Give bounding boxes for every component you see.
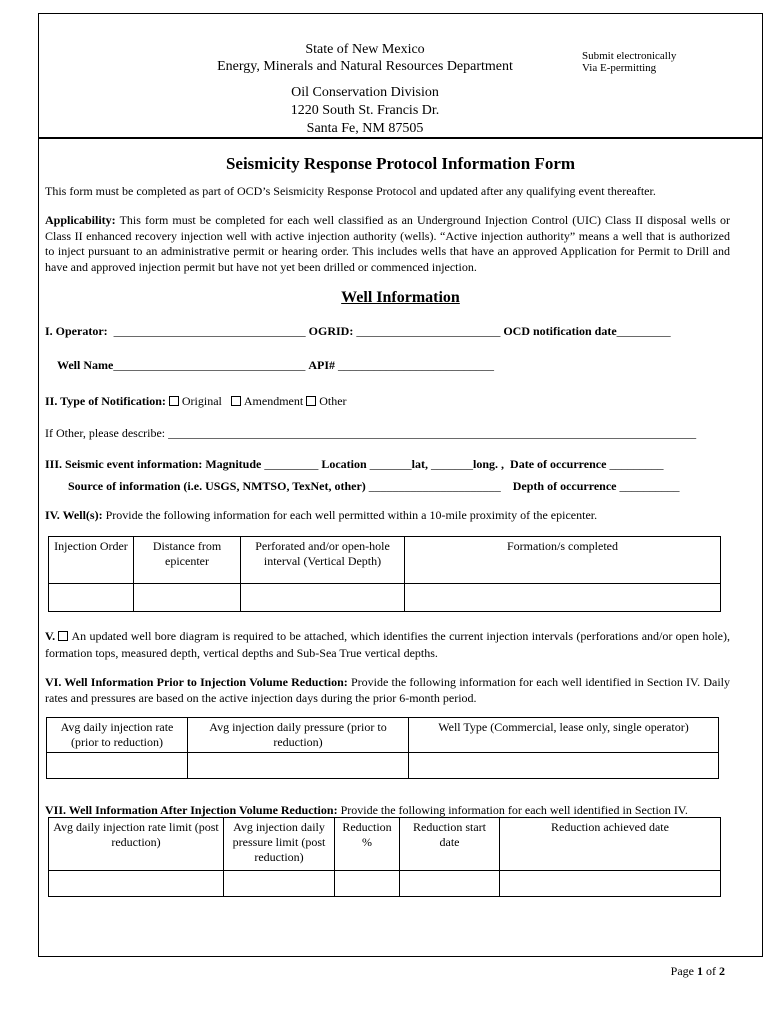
page-number bbox=[671, 964, 725, 979]
notification-line bbox=[45, 394, 347, 409]
wellbore-diagram-checkbox[interactable] bbox=[58, 631, 68, 641]
location-label: Location bbox=[321, 457, 367, 471]
if-other-field[interactable]: ________________________________________________________________________________________ bbox=[168, 426, 697, 440]
applicability-text: This form must be completed for each well classified as an Underground Injection Control (UIC) Class II disposal wells or Class II enhanced recovery injection well with active injection authority (wells). “Active injection authority” means a well that is authorized to inject pursuant to an administrative permit or hearing order. This includes wells that have an approved Application for Permit to Drill and have and approved injection permit but have not yet been drilled or commenced injection. bbox=[45, 213, 730, 274]
col-post-pressure: Avg injection daily pressure limit (post reduction) bbox=[224, 818, 335, 871]
form-title: Seismicity Response Protocol Information Form bbox=[225, 154, 576, 173]
seismic-line bbox=[45, 457, 663, 472]
api-field[interactable]: __________________________ bbox=[338, 358, 494, 372]
well-info-heading: Well Information bbox=[341, 289, 460, 306]
col-prior-pressure: Avg injection daily pressure (prior to reduction) bbox=[188, 718, 409, 753]
table-cell[interactable] bbox=[405, 584, 721, 612]
api-label: API# bbox=[308, 358, 335, 372]
section-v-label: V. bbox=[45, 629, 56, 643]
table-header-row bbox=[49, 818, 721, 871]
table-cell[interactable] bbox=[224, 871, 335, 897]
state-name: State of New Mexico bbox=[305, 42, 425, 57]
table-cell[interactable] bbox=[134, 584, 241, 612]
magnitude-label: III. Seismic event information: Magnitude bbox=[45, 457, 262, 471]
applicability-label: Applicability: bbox=[45, 213, 116, 227]
original-checkbox[interactable] bbox=[169, 396, 179, 406]
header-divider bbox=[38, 137, 763, 139]
depth-label: Depth of occurrence bbox=[512, 479, 617, 493]
col-reduction-pct: Reduction % bbox=[335, 818, 400, 871]
department-name: Energy, Minerals and Natural Resources Department bbox=[217, 59, 513, 74]
applicability-paragraph bbox=[45, 213, 730, 275]
table-header-row bbox=[47, 718, 719, 753]
table-row bbox=[49, 584, 721, 612]
well-name-line bbox=[57, 358, 494, 373]
well-name-label: Well Name bbox=[57, 358, 114, 372]
col-interval: Perforated and/or open-hole interval (Vertical Depth) bbox=[241, 537, 405, 584]
section-v-paragraph bbox=[45, 628, 730, 662]
table-cell[interactable] bbox=[49, 584, 134, 612]
magnitude-field[interactable]: _________ bbox=[264, 457, 319, 471]
intro-text: This form must be completed as part of OCD’s Seismicity Response Protocol and updated after any qualifying event thereafter. bbox=[45, 184, 656, 198]
page-label: Page bbox=[670, 964, 694, 978]
source-line bbox=[68, 479, 680, 494]
table-row bbox=[49, 871, 721, 897]
section-vi-label: VI. Well Information Prior to Injection Volume Reduction: bbox=[45, 675, 348, 689]
col-injection-order: Injection Order bbox=[49, 537, 134, 584]
col-well-type: Well Type (Commercial, lease only, single operator) bbox=[409, 718, 719, 753]
page-total: 2 bbox=[719, 964, 725, 978]
col-post-rate: Avg daily injection rate limit (post reduction) bbox=[49, 818, 224, 871]
date-field[interactable]: _________ bbox=[609, 457, 664, 471]
col-reduction-achieved: Reduction achieved date bbox=[500, 818, 721, 871]
table-cell[interactable] bbox=[47, 753, 188, 779]
table-header-row bbox=[49, 537, 721, 584]
section-vii-label: VII. Well Information After Injection Volume Reduction: bbox=[45, 803, 338, 817]
table-cell[interactable] bbox=[335, 871, 400, 897]
source-label: Source of information (i.e. USGS, NMTSO, TexNet, other) bbox=[68, 479, 366, 493]
long-label: long. , bbox=[473, 457, 505, 471]
section-vii-line bbox=[45, 803, 688, 818]
division-name: Oil Conservation Division bbox=[291, 85, 439, 100]
col-distance: Distance from epicenter bbox=[134, 537, 241, 584]
section-vi-text: Provide the following information for each well identified in Section IV. Daily rates and pressures are based on the active injection days during the prior 6-month period. bbox=[45, 675, 730, 705]
table-row bbox=[47, 753, 719, 779]
table-cell[interactable] bbox=[400, 871, 500, 897]
operator-line bbox=[45, 324, 671, 339]
operator-field[interactable]: ________________________________ bbox=[113, 324, 306, 338]
lat-field[interactable]: _______ bbox=[369, 457, 412, 471]
prior-reduction-table bbox=[46, 717, 719, 779]
table-cell[interactable] bbox=[409, 753, 719, 779]
wells-line bbox=[45, 508, 597, 523]
section-vi-paragraph bbox=[45, 674, 730, 706]
date-label: Date of occurrence bbox=[510, 457, 607, 471]
amendment-checkbox[interactable] bbox=[231, 396, 241, 406]
wells-label: IV. Well(s): bbox=[45, 508, 103, 522]
depth-field[interactable]: __________ bbox=[619, 479, 680, 493]
table-cell[interactable] bbox=[241, 584, 405, 612]
table-cell[interactable] bbox=[188, 753, 409, 779]
well-name-field[interactable]: ________________________________ bbox=[113, 358, 306, 372]
page-of: of bbox=[706, 964, 716, 978]
page-current: 1 bbox=[697, 964, 703, 978]
original-label: Original bbox=[181, 394, 222, 408]
ogrid-field[interactable]: ________________________ bbox=[356, 324, 501, 338]
if-other-label: If Other, please describe: bbox=[45, 426, 166, 440]
col-formation: Formation/s completed bbox=[405, 537, 721, 584]
col-prior-rate: Avg daily injection rate (prior to reduction) bbox=[47, 718, 188, 753]
other-checkbox[interactable] bbox=[306, 396, 316, 406]
ocd-date-label: OCD notification date bbox=[503, 324, 617, 338]
table-cell[interactable] bbox=[49, 871, 224, 897]
table-cell[interactable] bbox=[500, 871, 721, 897]
wells-text: Provide the following information for each well permitted within a 10-mile proximity of the epicenter. bbox=[105, 508, 598, 522]
division-address: 1220 South St. Francis Dr. bbox=[290, 103, 440, 118]
lat-label: lat, bbox=[411, 457, 429, 471]
notification-label: II. Type of Notification: bbox=[45, 394, 166, 408]
section-vii-text: Provide the following information for each well identified in Section IV. bbox=[340, 803, 688, 817]
division-city: Santa Fe, NM 87505 bbox=[306, 121, 424, 136]
other-label: Other bbox=[319, 394, 347, 408]
ogrid-label: OGRID: bbox=[308, 324, 354, 338]
operator-label: I. Operator: bbox=[45, 324, 108, 338]
col-reduction-start: Reduction start date bbox=[400, 818, 500, 871]
if-other-line bbox=[45, 426, 696, 441]
long-field[interactable]: _______ bbox=[431, 457, 474, 471]
submit-note-2: Via E-permitting bbox=[582, 62, 657, 74]
submit-note-1: Submit electronically bbox=[582, 50, 677, 62]
source-field[interactable]: ______________________ bbox=[368, 479, 501, 493]
section-v-text: An updated well bore diagram is required to be attached, which identifies the current injection intervals (perforations and/or open hole), formation tops, measured depth, vertical depths and Sub-Sea True vertical depths. bbox=[45, 629, 731, 660]
post-reduction-table bbox=[48, 817, 721, 897]
wells-table bbox=[48, 536, 721, 612]
ocd-date-field[interactable]: _________ bbox=[616, 324, 671, 338]
amendment-label: Amendment bbox=[243, 394, 304, 408]
